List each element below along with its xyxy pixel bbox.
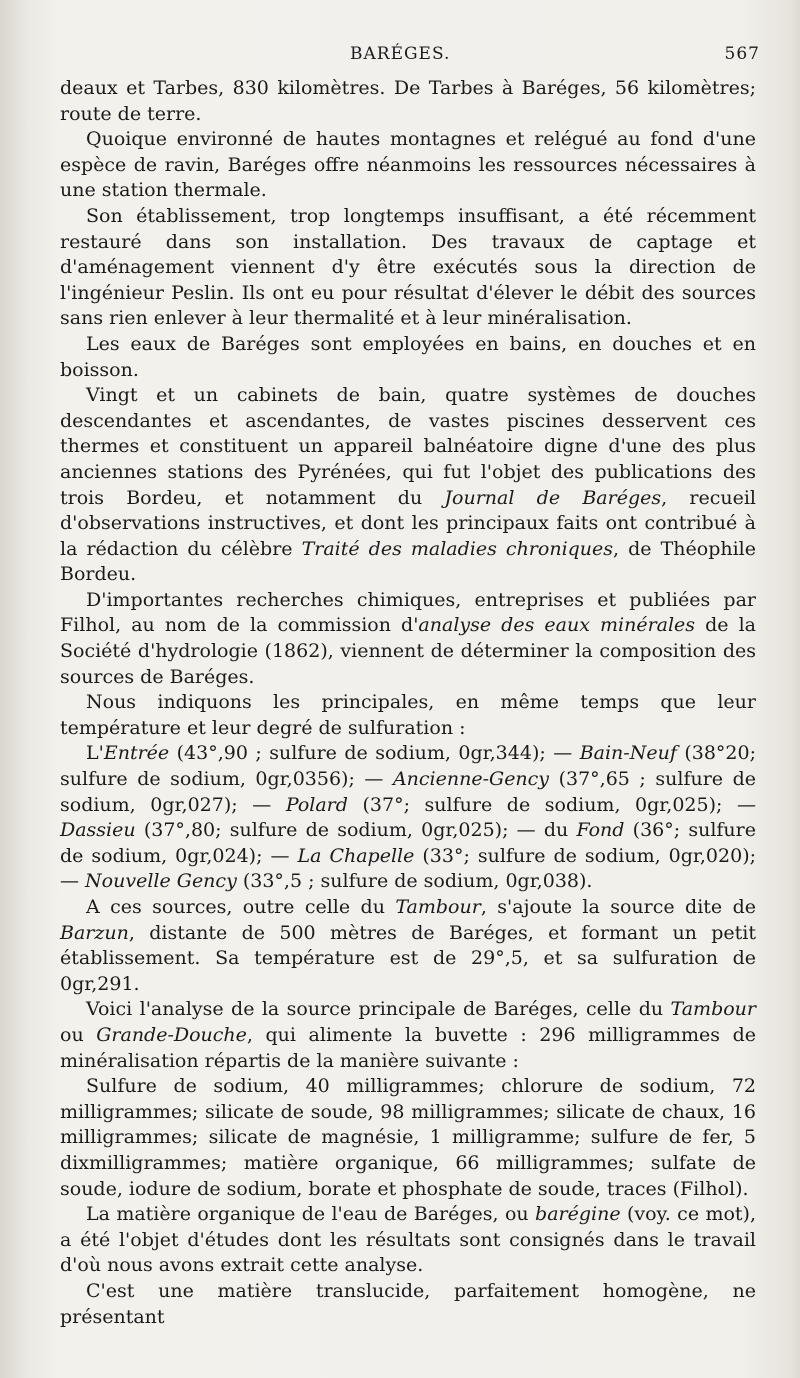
italic-term: Entrée xyxy=(103,742,170,765)
paragraph xyxy=(60,383,756,588)
italic-term: Tambour xyxy=(670,998,756,1021)
text-run: , s'ajoute la source dite de xyxy=(480,896,756,918)
text-run: , distante de 500 mètres de Baréges, et formant un petit établissement. Sa température est de 29°,5, et sa sulfuration de 0gr,291. xyxy=(60,921,756,995)
text-run: (voy. ce mot), a été l'objet d'études dont les résultats sont consignés dans le travail d'où nous avons extrait cette analyse. xyxy=(60,1203,756,1277)
italic-term: Dassieu xyxy=(60,819,136,842)
paragraph xyxy=(60,204,756,332)
text-run: , recueil d'observations instructives, et dont les principaux faits ont contribué à la rédaction du célèbre xyxy=(60,486,756,560)
italic-term: barégine xyxy=(535,1203,621,1226)
text-run: (37°,65 ; sulfure de sodium, 0gr,027); — xyxy=(60,768,756,816)
text-run: , de Théophile Bordeu. xyxy=(60,537,756,586)
paragraph xyxy=(60,1202,756,1279)
text-run: Quoique environné de hautes montagnes et relégué au fond d'une espèce de ravin, Baréges offre néanmoins les ressources nécessaires à une station thermale. xyxy=(60,128,756,202)
italic-term: Bain-Neuf xyxy=(579,742,677,765)
text-run: C'est une matière translucide, parfaitement homogène, ne présentant xyxy=(60,1279,756,1328)
italic-term: Barzun xyxy=(60,921,129,944)
text-run: , qui alimente la buvette : 296 milligrammes de minéralisation répartis de la manière suivante : xyxy=(60,1023,757,1072)
paragraph xyxy=(60,997,756,1074)
text-run: Sulfure de sodium, 40 milligrammes; chlorure de sodium, 72 milligrammes; silicate de soude, 98 milligrammes; silicate de chaux, 16 milligrammes; silicate de magnésie, 1 milligramme; sulfure de fer, 5 dixmilligrammes; matière organique, 66 milligrammes; sulfate de soude, iodure de sodium, borate et phosphate de soude, traces (Filhol). xyxy=(60,1075,756,1200)
paragraph xyxy=(60,690,756,741)
text-run: Son établissement, trop longtemps insuffisant, a été récemment restauré dans son installation. Des travaux de captage et d'aménagement viennent d'y être exécutés sous la direction de l'ingénieur Peslin. Ils ont eu pour résultat d'élever le débit des sources sans rien enlever à leur thermalité et à leur minéralisation. xyxy=(60,204,756,330)
paragraph xyxy=(60,127,756,204)
italic-term: Polard xyxy=(285,793,348,816)
italic-term: Tambour xyxy=(395,896,481,918)
paragraph xyxy=(60,895,756,997)
text-run: A ces sources, outre celle du xyxy=(86,896,396,918)
running-header xyxy=(60,44,760,70)
paragraph xyxy=(60,1279,756,1330)
text-run: (37°,80; sulfure de sodium, 0gr,025); — du xyxy=(135,819,577,842)
italic-term: Journal de Baréges xyxy=(444,486,662,509)
text-run: Nous indiquons les principales, en même temps que leur température et leur degré de sulfuration : xyxy=(60,691,756,739)
paragraph xyxy=(60,76,756,127)
running-title: BARÉGES. xyxy=(350,44,451,64)
paragraph xyxy=(60,1074,756,1202)
italic-term: Ancienne-Gency xyxy=(392,768,550,791)
italic-term: Traité des maladies chroniques xyxy=(301,537,614,560)
text-run: (33°,5 ; sulfure de sodium, 0gr,038). xyxy=(236,870,593,893)
italic-term: Nouvelle Gency xyxy=(85,870,237,893)
text-run: L' xyxy=(86,742,104,765)
text-run: Voici l'analyse de la source principale de Baréges, celle du xyxy=(86,998,671,1021)
italic-term: La Chapelle xyxy=(297,844,415,867)
paragraph xyxy=(60,332,756,383)
text-run: deaux et Tarbes, 830 kilomètres. De Tarbes à Baréges, 56 kilomètres; route de terre. xyxy=(60,77,756,125)
text-run: D'importantes recherches chimiques, entreprises et publiées par Filhol, au nom de la commission d' xyxy=(60,588,756,637)
italic-term: Grande-Douche xyxy=(96,1023,247,1046)
text-run: (33°; sulfure de sodium, 0gr,020); — xyxy=(60,844,757,893)
text-run: Vingt et un cabinets de bain, quatre systèmes de douches descendantes et ascendantes, de vastes piscines desservent ces thermes et constituent un appareil balnéatoire digne d'une des plus anciennes stations des Pyrénées, qui fut l'objet des publications des trois Bordeu, et notamment du xyxy=(60,384,756,509)
paragraph xyxy=(60,588,756,690)
page-number: 567 xyxy=(724,44,760,64)
paragraph xyxy=(60,741,756,895)
text-run: (43°,90 ; sulfure de sodium, 0gr,344); — xyxy=(169,742,580,765)
text-run: Les eaux de Baréges sont employées en bains, en douches et en boisson. xyxy=(60,332,756,381)
text-run: (36°; sulfure de sodium, 0gr,024); — xyxy=(60,819,756,867)
body-text xyxy=(60,76,756,1330)
text-run: La matière organique de l'eau de Baréges, ou xyxy=(86,1203,536,1226)
text-run: (38°20; sulfure de sodium, 0gr,0356); — xyxy=(60,742,756,791)
italic-term: analyse des eaux minérales xyxy=(418,614,696,637)
italic-term: Fond xyxy=(576,819,625,842)
text-run: (37°; sulfure de sodium, 0gr,025); — xyxy=(347,793,756,816)
text-run: ou xyxy=(60,1023,97,1046)
text-run: de la Société d'hydrologie (1862), viennent de déterminer la composition des sources de Baréges. xyxy=(60,614,757,688)
